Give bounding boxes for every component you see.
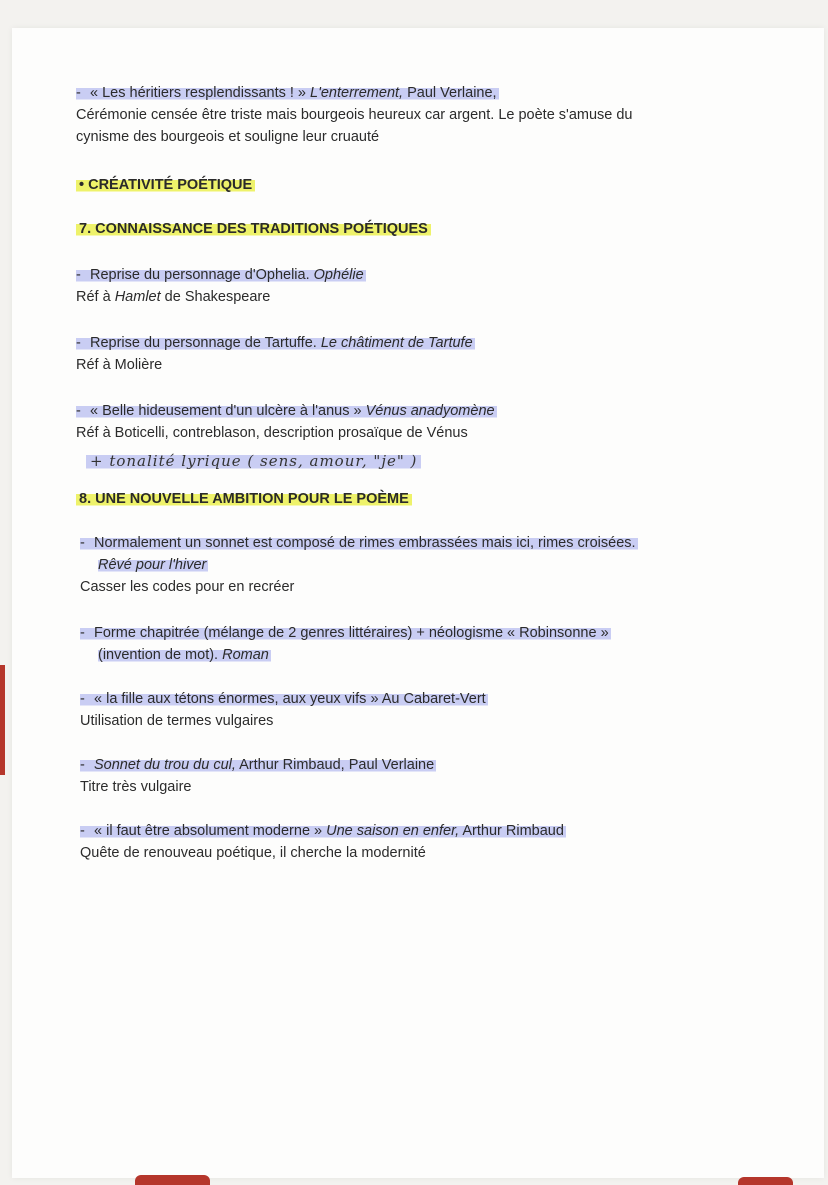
highlight-line	[80, 823, 566, 839]
highlight-line	[76, 85, 499, 101]
highlight-line	[76, 335, 475, 351]
entry-sonnet	[80, 754, 436, 798]
ref-line: Réf à Molière	[76, 357, 163, 373]
poem-title: Sonnet du trou du cul,	[94, 757, 236, 773]
bullet-dash: -	[80, 823, 85, 839]
comment-line: Cérémonie censée être triste mais bourgeois heureux car argent. Le poète s'amuse du	[76, 107, 633, 123]
heading-section-8: 8. UNE NOUVELLE AMBITION POUR LE POÈME	[76, 488, 412, 510]
quote: « Les héritiers resplendissants ! »	[90, 85, 306, 101]
highlight-line	[80, 691, 488, 707]
bullet-dash: -	[80, 757, 85, 773]
highlight-line	[76, 403, 497, 419]
binder-tab-bottom-right	[738, 1177, 793, 1185]
comment-line: Casser les codes pour en recréer	[80, 579, 295, 595]
heading-creativite: • CRÉATIVITÉ POÉTIQUE	[76, 174, 255, 196]
binder-tab-bottom-left	[135, 1175, 210, 1185]
ref-title: Hamlet	[114, 289, 161, 305]
entry-text: Forme chapitrée (mélange de 2 genres littéraires) + néologisme « Robinsonne »	[94, 625, 609, 641]
entry-cabaret-vert	[80, 688, 488, 732]
entry-tartufe	[76, 332, 475, 376]
ref-line: Réf à Boticelli, contreblason, description prosaïque de Vénus	[76, 425, 468, 441]
bullet-dash: -	[80, 625, 85, 641]
notes-page	[12, 28, 824, 1178]
poem-title: Une saison en enfer,	[326, 823, 460, 839]
heading-section-7: 7. CONNAISSANCE DES TRADITIONS POÉTIQUES	[76, 218, 431, 240]
bullet-dash: -	[76, 403, 81, 419]
bullet-dash: -	[76, 335, 81, 351]
bullet-dash: -	[76, 85, 81, 101]
entry-text: Normalement un sonnet est composé de rimes embrassées mais ici, rimes croisées.	[94, 535, 636, 551]
comment-line: Titre très vulgaire	[80, 779, 192, 795]
poem-title: Ophélie	[313, 267, 364, 283]
entry-roman	[80, 622, 611, 666]
entry-text: « la fille aux tétons énormes, aux yeux vifs » Au Cabaret-Vert	[94, 691, 486, 707]
poem-title: Roman	[222, 647, 269, 663]
bullet-dash: -	[76, 267, 81, 283]
entry-text: (invention de mot).	[98, 647, 219, 663]
entry-text: Reprise du personnage d'Ophelia.	[90, 267, 310, 283]
ref-prefix: Réf à	[76, 289, 111, 305]
entry-text: « il faut être absolument moderne »	[94, 823, 323, 839]
bullet-dash: -	[80, 535, 85, 551]
entry-venus	[76, 400, 497, 444]
handwritten-note: + tonalité lyrique ( sens, amour, "je" )	[86, 452, 421, 470]
entry-text: Reprise du personnage de Tartuffe.	[90, 335, 317, 351]
comment-line: Utilisation de termes vulgaires	[80, 713, 274, 729]
poem-title: Le châtiment de Tartufe	[320, 335, 473, 351]
entry-text: « Belle hideusement d'un ulcère à l'anus »	[90, 403, 362, 419]
highlight-line	[80, 535, 638, 551]
entry-saison-enfer	[80, 820, 566, 864]
binder-tab-left	[0, 665, 5, 775]
ref-suffix: de Shakespeare	[164, 289, 271, 305]
bullet-dash: -	[80, 691, 85, 707]
poem-title: L'enterrement,	[310, 85, 404, 101]
entry-ophelie	[76, 264, 366, 308]
author: Arthur Rimbaud	[462, 823, 564, 839]
highlight-line	[80, 757, 436, 773]
entry-enterrement	[76, 82, 633, 148]
entry-reve-hiver	[80, 532, 638, 598]
poem-title: Rêvé pour l'hiver	[98, 557, 207, 573]
comment-line: Quête de renouveau poétique, il cherche la modernité	[80, 845, 426, 861]
comment-line: cynisme des bourgeois et souligne leur cruauté	[76, 129, 380, 145]
entry-text: Arthur Rimbaud, Paul Verlaine	[239, 757, 435, 773]
highlight-line	[76, 267, 366, 283]
poem-title: Vénus anadyomène	[365, 403, 495, 419]
highlight-line	[80, 625, 611, 641]
author: Paul Verlaine,	[407, 85, 497, 101]
